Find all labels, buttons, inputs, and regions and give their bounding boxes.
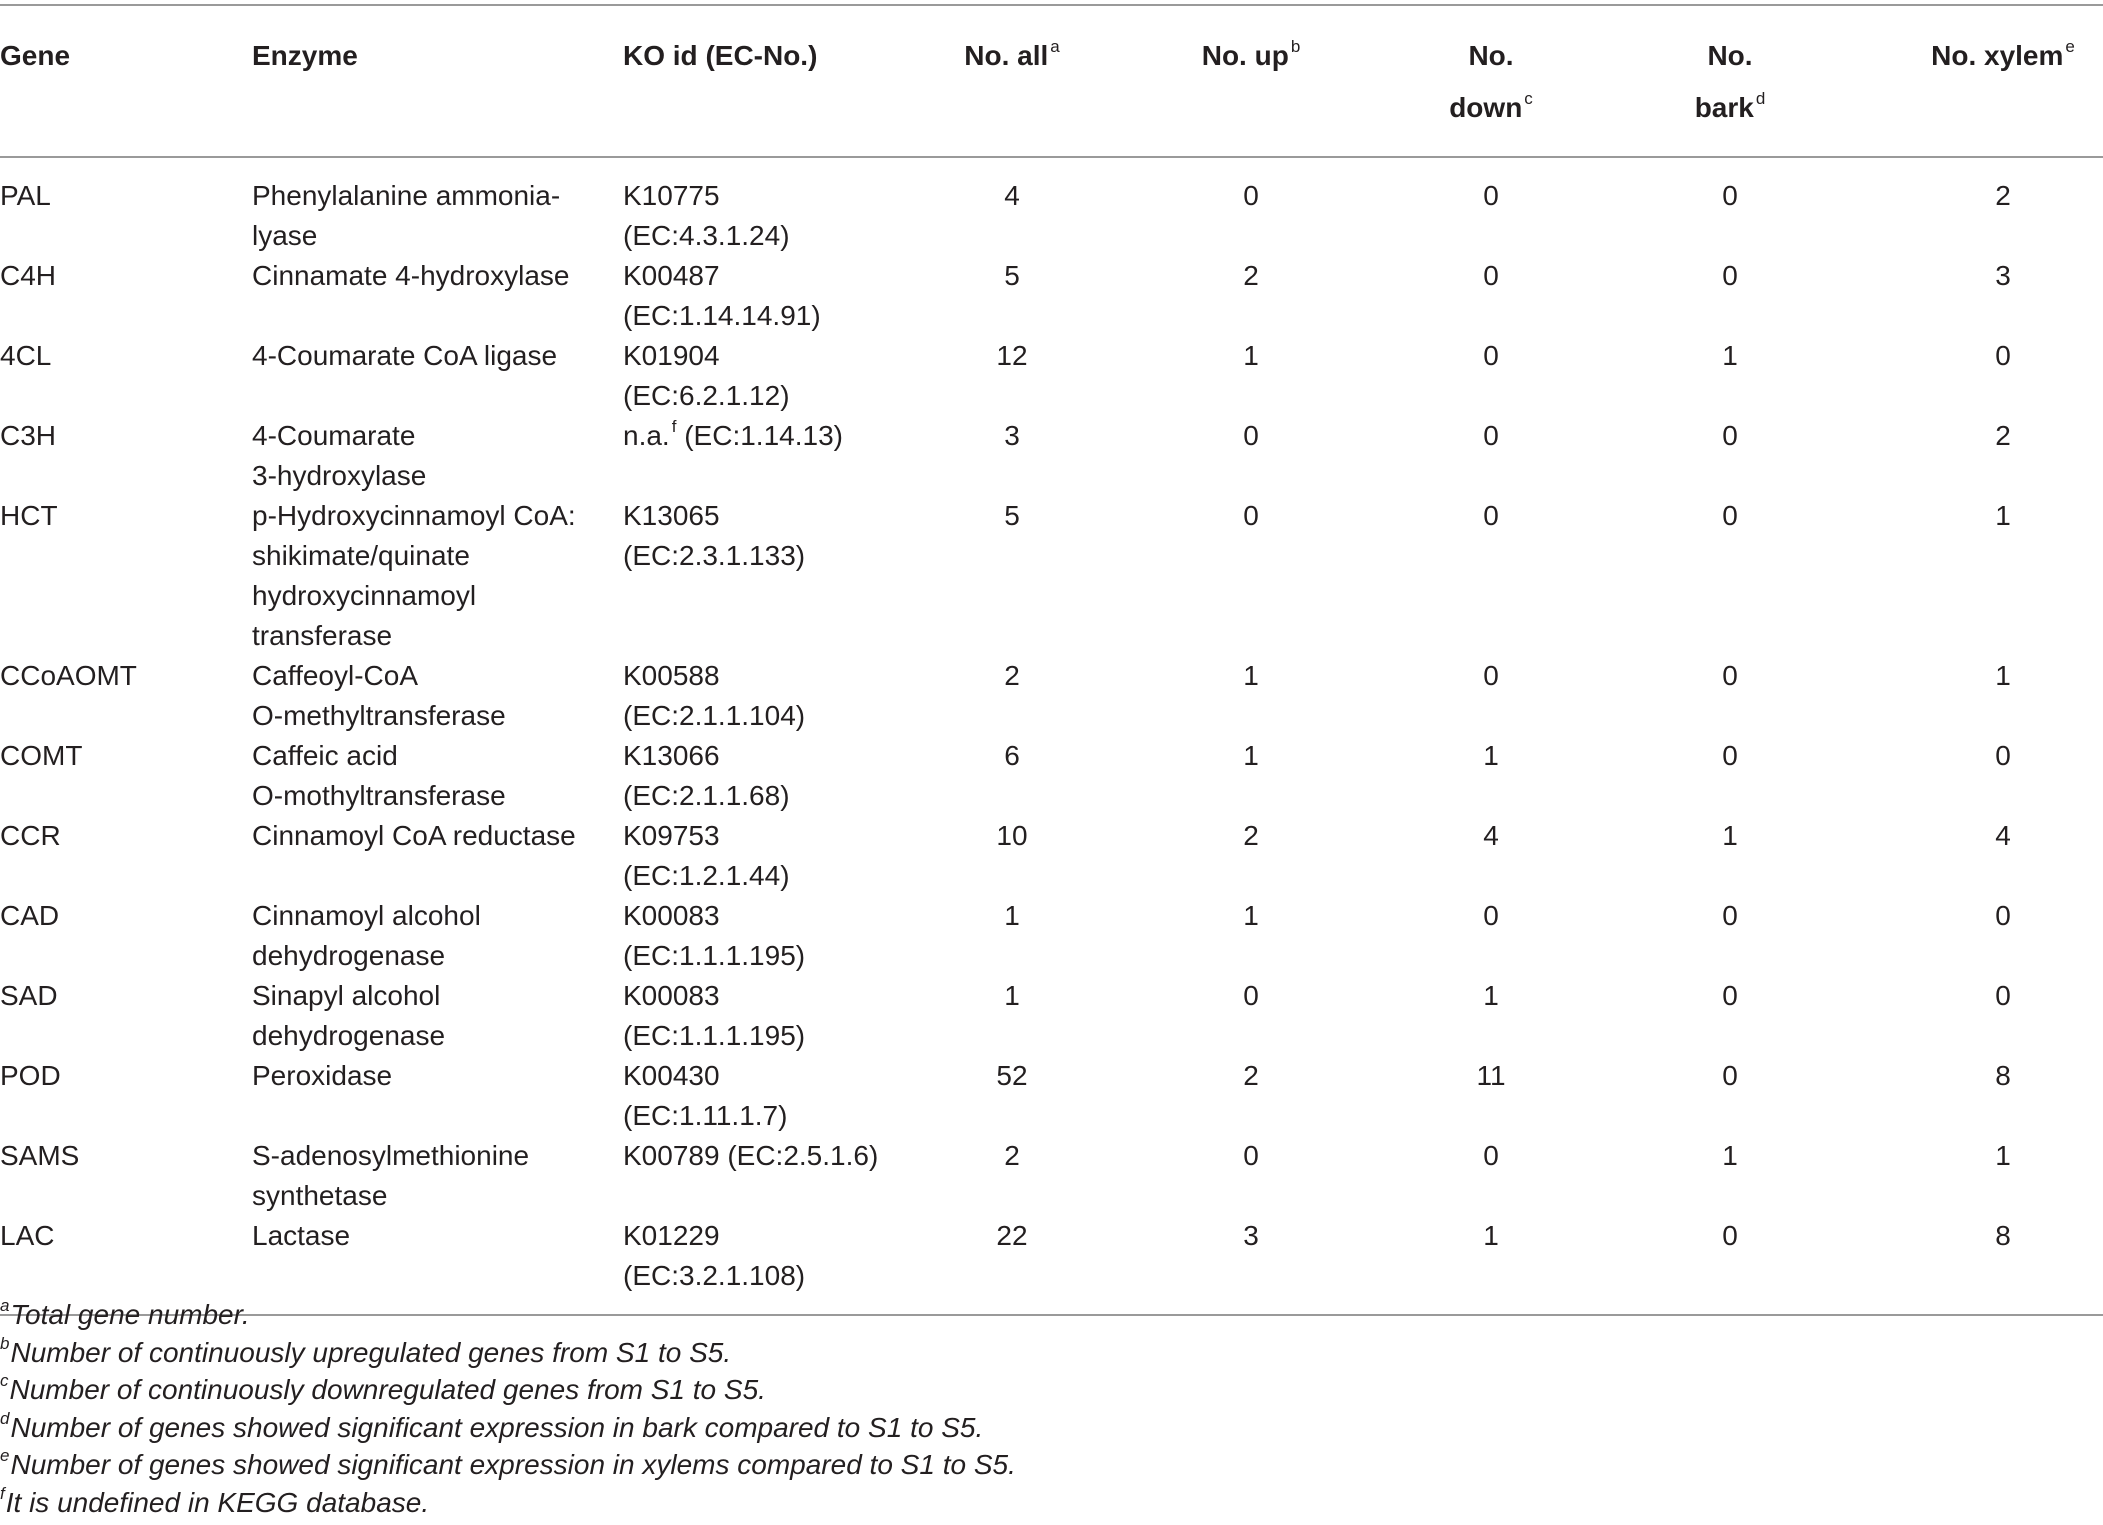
count-value: 12 (996, 340, 1028, 371)
count-value: 0 (1995, 900, 2011, 931)
cell-gene (0, 256, 252, 336)
footnote (0, 1371, 1016, 1409)
cell-no-xylem (1903, 736, 2103, 816)
count-value: 2 (1243, 820, 1259, 851)
table-row (0, 336, 2103, 416)
table-row (0, 496, 2103, 656)
cell-no-bark (1557, 1136, 1903, 1216)
cell-no-up (1077, 416, 1425, 496)
count-value: 0 (1722, 180, 1738, 211)
count-value: 4 (1995, 820, 2011, 851)
cell-no-up (1077, 157, 1425, 256)
cell-gene (0, 976, 252, 1056)
count-value: 2 (1243, 1060, 1259, 1091)
gene-symbol: C3H (0, 420, 57, 451)
cell-ko-id (623, 496, 947, 656)
enzyme-name-line: Cinnamoyl alcohol (252, 900, 481, 931)
cell-no-all (947, 976, 1077, 1056)
table-footnotes (0, 1296, 1016, 1521)
count-value: 1 (1995, 1140, 2011, 1171)
cell-no-down (1425, 656, 1557, 736)
table-row (0, 976, 2103, 1056)
count-value: 0 (1995, 340, 2011, 371)
footnote (0, 1296, 1016, 1334)
ko-id-line: (EC:3.2.1.108) (623, 1260, 806, 1291)
count-value: 5 (1004, 500, 1020, 531)
ko-id-line: (EC:1.14.14.91) (623, 300, 821, 331)
count-value: 8 (1995, 1060, 2011, 1091)
footnote (0, 1409, 1016, 1447)
cell-ko-id (623, 336, 947, 416)
enzyme-name-line: Cinnamoyl CoA reductase (252, 820, 576, 851)
count-value: 0 (1995, 740, 2011, 771)
cell-enzyme (252, 816, 623, 896)
footnote-mark: b (0, 1333, 10, 1353)
cell-gene (0, 736, 252, 816)
footnote-text: Number of continuously downregulated genes from S1 to S5. (9, 1374, 766, 1405)
count-value: 0 (1722, 1060, 1738, 1091)
cell-no-down (1425, 976, 1557, 1056)
ko-id-line: (EC:1.2.1.44) (623, 860, 790, 891)
table-row (0, 1136, 2103, 1216)
ko-id-line: (EC:1.14.13) (676, 420, 843, 451)
cell-no-down (1425, 496, 1557, 656)
cell-enzyme (252, 256, 623, 336)
cell-enzyme (252, 157, 623, 256)
cell-no-xylem (1903, 336, 2103, 416)
ko-id-line: K00789 (EC:2.5.1.6) (623, 1140, 879, 1171)
cell-no-xylem (1903, 416, 2103, 496)
count-value: 2 (1243, 260, 1259, 291)
cell-ko-id (623, 1056, 947, 1136)
count-value: 1 (1004, 900, 1020, 931)
count-value: 2 (1004, 1140, 1020, 1171)
footnote-mark: c (0, 1371, 9, 1390)
count-value: 1 (1995, 500, 2011, 531)
count-value: 0 (1483, 500, 1499, 531)
enzyme-name-line: O-mothyltransferase (252, 780, 506, 811)
count-value: 1 (1004, 980, 1020, 1011)
cell-no-bark (1557, 157, 1903, 256)
count-value: 0 (1722, 900, 1738, 931)
col-header-no-down: No. down $^c$ (1449, 40, 1533, 123)
cell-enzyme (252, 1136, 623, 1216)
col-header-no-up: No. up $^b$ (1201, 37, 1301, 71)
count-value: 1 (1243, 900, 1259, 931)
count-value: 1 (1483, 980, 1499, 1011)
enzyme-name-line: transferase (252, 620, 393, 651)
enzyme-name-line: Caffeoyl-CoA (252, 660, 419, 691)
enzyme-name-line: S-adenosylmethionine (252, 1140, 530, 1171)
cell-enzyme (252, 1056, 623, 1136)
count-value: 4 (1483, 820, 1499, 851)
cell-no-bark (1557, 496, 1903, 656)
cell-gene (0, 496, 252, 656)
cell-no-xylem (1903, 157, 2103, 256)
count-value: 6 (1004, 740, 1020, 771)
gene-symbol: CCoAOMT (0, 660, 137, 691)
count-value: 1 (1722, 820, 1738, 851)
footnote-mark: f (671, 417, 677, 436)
count-value: 0 (1243, 420, 1259, 451)
count-value: 3 (1995, 260, 2011, 291)
cell-no-up (1077, 896, 1425, 976)
cell-no-up (1077, 656, 1425, 736)
cell-gene (0, 1056, 252, 1136)
count-value: 1 (1722, 1140, 1738, 1171)
col-header-no-bark: No. bark $^d$ (1694, 40, 1766, 123)
cell-no-bark (1557, 896, 1903, 976)
count-value: 0 (1243, 1140, 1259, 1171)
col-header-ko-id: KO id (EC-No.) (623, 40, 818, 71)
cell-no-bark (1557, 256, 1903, 336)
table-row (0, 416, 2103, 496)
count-value: 0 (1243, 500, 1259, 531)
gene-symbol: HCT (0, 500, 58, 531)
gene-symbol: 4CL (0, 340, 52, 371)
cell-no-all (947, 416, 1077, 496)
ko-id-line: (EC:1.11.1.7) (623, 1100, 788, 1131)
enzyme-name-line: Sinapyl alcohol (252, 980, 441, 1011)
enzyme-name-line: lyase (252, 220, 318, 251)
cell-enzyme (252, 416, 623, 496)
count-value: 4 (1004, 180, 1020, 211)
cell-no-bark (1557, 816, 1903, 896)
gene-symbol: PAL (0, 180, 51, 211)
count-value: 3 (1004, 420, 1020, 451)
ko-id-line: K10775 (623, 180, 720, 211)
cell-no-down (1425, 816, 1557, 896)
count-value: 1 (1995, 660, 2011, 691)
count-value: 0 (1722, 1220, 1738, 1251)
cell-no-up (1077, 976, 1425, 1056)
cell-enzyme (252, 976, 623, 1056)
enzyme-name-line: Caffeic acid (252, 740, 398, 771)
footnote-mark: f (0, 1483, 5, 1503)
enzyme-name-line: shikimate/quinate (252, 540, 470, 571)
cell-no-down (1425, 736, 1557, 816)
cell-ko-id (623, 976, 947, 1056)
ko-id-line: K01904 (623, 340, 720, 371)
cell-gene (0, 1136, 252, 1216)
cell-no-all (947, 256, 1077, 336)
enzyme-name-line: synthetase (252, 1180, 388, 1211)
count-value: 3 (1243, 1220, 1259, 1251)
ko-id-line: K00430 (623, 1060, 720, 1091)
col-header-gene: Gene (0, 40, 71, 71)
enzyme-name-line: Lactase (252, 1220, 351, 1251)
count-value: 0 (1483, 660, 1499, 691)
cell-ko-id (623, 1136, 947, 1216)
cell-ko-id (623, 736, 947, 816)
footnote (0, 1484, 1016, 1522)
gene-symbol: COMT (0, 740, 83, 771)
count-value: 0 (1722, 660, 1738, 691)
count-value: 0 (1483, 1140, 1499, 1171)
header-row (0, 5, 2103, 157)
cell-no-xylem (1903, 976, 2103, 1056)
footnote-mark: d (0, 1408, 10, 1428)
table-row (0, 896, 2103, 976)
gene-symbol: SAD (0, 980, 58, 1011)
count-value: 1 (1243, 660, 1259, 691)
ko-id-line: (EC:1.1.1.195) (623, 1020, 806, 1051)
cell-no-up (1077, 336, 1425, 416)
ko-id-line: (EC:4.3.1.24) (623, 220, 790, 251)
footnote-text: Total gene number. (10, 1299, 250, 1330)
col-header-no-xylem: No. xylem $^e$ (1931, 37, 2075, 71)
gene-symbol: CAD (0, 900, 60, 931)
cell-gene (0, 816, 252, 896)
table-row (0, 256, 2103, 336)
cell-no-all (947, 496, 1077, 656)
cell-no-up (1077, 256, 1425, 336)
ko-id-line: K13065 (623, 500, 720, 531)
cell-no-up (1077, 816, 1425, 896)
cell-ko-id (623, 896, 947, 976)
cell-no-xylem (1903, 896, 2103, 976)
cell-no-xylem (1903, 1216, 2103, 1315)
count-value: 0 (1243, 180, 1259, 211)
count-value: 5 (1004, 260, 1020, 291)
enzyme-name-line: 3-hydroxylase (252, 460, 427, 491)
cell-no-up (1077, 736, 1425, 816)
ko-id-line: K00083 (623, 900, 720, 931)
cell-no-all (947, 1056, 1077, 1136)
cell-no-xylem (1903, 816, 2103, 896)
cell-no-all (947, 736, 1077, 816)
count-value: 1 (1243, 340, 1259, 371)
count-value: 0 (1243, 980, 1259, 1011)
count-value: 0 (1483, 260, 1499, 291)
table-row (0, 656, 2103, 736)
cell-no-all (947, 1136, 1077, 1216)
cell-no-down (1425, 1056, 1557, 1136)
gene-symbol: CCR (0, 820, 61, 851)
cell-ko-id (623, 157, 947, 256)
cell-no-xylem (1903, 1056, 2103, 1136)
enzyme-name-line: hydroxycinnamoyl (252, 580, 477, 611)
cell-gene (0, 416, 252, 496)
cell-gene (0, 157, 252, 256)
ko-id-line: (EC:2.1.1.68) (623, 780, 790, 811)
cell-no-up (1077, 1136, 1425, 1216)
footnote (0, 1446, 1016, 1484)
ko-id-line: (EC:1.1.1.195) (623, 940, 806, 971)
count-value: 1 (1483, 1220, 1499, 1251)
count-value: 1 (1722, 340, 1738, 371)
enzyme-name-line: Phenylalanine ammonia- (252, 180, 561, 211)
cell-no-all (947, 896, 1077, 976)
cell-no-up (1077, 1056, 1425, 1136)
count-value: 2 (1995, 180, 2011, 211)
enzyme-name-line: 4-Coumarate CoA ligase (252, 340, 558, 371)
cell-no-bark (1557, 656, 1903, 736)
cell-ko-id (623, 256, 947, 336)
cell-gene (0, 336, 252, 416)
count-value: 1 (1483, 740, 1499, 771)
cell-no-up (1077, 496, 1425, 656)
col-header-enzyme: Enzyme (252, 40, 358, 71)
cell-ko-id (623, 416, 947, 496)
cell-no-xylem (1903, 496, 2103, 656)
count-value: 52 (996, 1060, 1028, 1091)
count-value: 0 (1483, 420, 1499, 451)
cell-enzyme (252, 656, 623, 736)
ko-id-line: (EC:6.2.1.12) (623, 380, 790, 411)
cell-no-down (1425, 157, 1557, 256)
footnote (0, 1334, 1016, 1372)
ko-id-line: K00487 (623, 260, 720, 291)
cell-ko-id (623, 656, 947, 736)
enzyme-name-line: 4-Coumarate (252, 420, 416, 451)
count-value: 0 (1483, 900, 1499, 931)
count-value: 8 (1995, 1220, 2011, 1251)
table-body (0, 157, 2103, 1315)
footnote-text: Number of continuously upregulated genes from S1 to S5. (10, 1336, 732, 1368)
cell-no-bark (1557, 1056, 1903, 1136)
cell-enzyme (252, 896, 623, 976)
enzyme-name-line: O-methyltransferase (252, 700, 506, 731)
ko-id-line: K01229 (623, 1220, 720, 1251)
count-value: 0 (1483, 340, 1499, 371)
cell-no-down (1425, 256, 1557, 336)
count-value: 0 (1483, 180, 1499, 211)
footnote-text: Number of genes showed significant expression in xylems compared to S1 to S5. (10, 1449, 1016, 1480)
ko-id-line: K00083 (623, 980, 720, 1011)
cell-no-bark (1557, 736, 1903, 816)
ko-id-line: K00588 (623, 660, 720, 691)
table-row (0, 157, 2103, 256)
count-value: 2 (1004, 660, 1020, 691)
ko-id-line: (EC:2.1.1.104) (623, 700, 806, 731)
cell-no-down (1425, 336, 1557, 416)
ko-id-line: K09753 (623, 820, 720, 851)
count-value: 0 (1722, 260, 1738, 291)
cell-no-all (947, 816, 1077, 896)
count-value: 10 (996, 820, 1028, 851)
cell-gene (0, 896, 252, 976)
cell-enzyme (252, 496, 623, 656)
count-value: 0 (1722, 420, 1738, 451)
cell-no-xylem (1903, 1136, 2103, 1216)
table-row (0, 1056, 2103, 1136)
enzyme-name-line: dehydrogenase (252, 1020, 446, 1051)
cell-no-down (1425, 1136, 1557, 1216)
cell-enzyme (252, 336, 623, 416)
cell-no-all (947, 157, 1077, 256)
cell-ko-id (623, 816, 947, 896)
lignin-gene-table (0, 4, 2103, 1316)
gene-symbol: LAC (0, 1220, 55, 1251)
footnote-text: Number of genes showed significant expression in bark compared to S1 to S5. (10, 1411, 984, 1443)
cell-no-bark (1557, 1216, 1903, 1315)
table-row (0, 736, 2103, 816)
footnote-mark: e (0, 1446, 10, 1465)
footnote-text: It is undefined in KEGG database. (5, 1486, 430, 1518)
footnote-mark: a (0, 1296, 10, 1315)
cell-no-xylem (1903, 256, 2103, 336)
cell-gene (0, 656, 252, 736)
count-value: 22 (996, 1220, 1028, 1251)
count-value: 2 (1995, 420, 2011, 451)
cell-no-all (947, 336, 1077, 416)
enzyme-name-line: dehydrogenase (252, 940, 446, 971)
count-value: 0 (1995, 980, 2011, 1011)
cell-no-bark (1557, 336, 1903, 416)
cell-no-down (1425, 1216, 1557, 1315)
cell-no-xylem (1903, 656, 2103, 736)
count-value: 0 (1722, 980, 1738, 1011)
enzyme-name-line: p-Hydroxycinnamoyl CoA: (252, 500, 576, 531)
cell-no-down (1425, 416, 1557, 496)
enzyme-name-line: Cinnamate 4-hydroxylase (252, 260, 570, 291)
cell-no-up (1077, 1216, 1425, 1315)
gene-symbol: SAMS (0, 1140, 80, 1171)
cell-no-all (947, 656, 1077, 736)
cell-no-bark (1557, 976, 1903, 1056)
count-value: 0 (1722, 500, 1738, 531)
ko-id-line: (EC:2.3.1.133) (623, 540, 806, 571)
enzyme-name-line: Peroxidase (252, 1060, 393, 1091)
col-header-no-all: No. all $^a$ (964, 37, 1060, 71)
cell-enzyme (252, 736, 623, 816)
count-value: 0 (1722, 740, 1738, 771)
gene-symbol: POD (0, 1060, 61, 1091)
ko-id-line: K13066 (623, 740, 720, 771)
table-row (0, 816, 2103, 896)
cell-no-bark (1557, 416, 1903, 496)
ko-id-prefix: n.a. (623, 420, 670, 451)
count-value: 11 (1476, 1060, 1506, 1091)
gene-symbol: C4H (0, 260, 57, 291)
cell-no-down (1425, 896, 1557, 976)
count-value: 1 (1243, 740, 1259, 771)
